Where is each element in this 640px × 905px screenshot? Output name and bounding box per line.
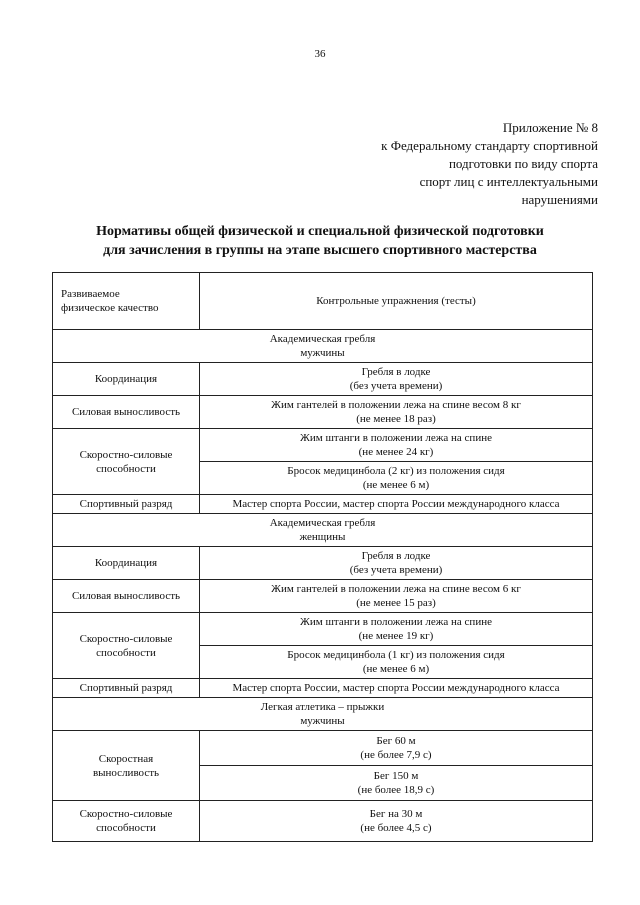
- title-line: Нормативы общей физической и специальной физической подготовки: [96, 224, 544, 239]
- section-header-rowing-women: Академическая гребля женщины: [53, 514, 593, 547]
- appendix-line: спорт лиц с интеллектуальными: [419, 174, 598, 189]
- page-number: 36: [314, 48, 326, 60]
- quality-cell: Силовая выносливость: [53, 396, 200, 429]
- header-tests: Контрольные упражнения (тесты): [200, 273, 593, 330]
- table-row: [53, 429, 593, 462]
- section-row: [53, 514, 593, 547]
- table-row: [53, 801, 593, 842]
- header-quality: Развиваемое физическое качество: [53, 273, 200, 330]
- table-row: [53, 363, 593, 396]
- quality-cell: Силовая выносливость: [53, 580, 200, 613]
- quality-cell: Скоростно-силовые способности: [53, 801, 200, 842]
- quality-cell: Координация: [53, 547, 200, 580]
- table-row: [53, 495, 593, 514]
- table-row: [53, 580, 593, 613]
- table-row: [53, 731, 593, 766]
- test-cell: Бег 60 м (не более 7,9 с): [200, 731, 593, 766]
- appendix-line: нарушениями: [521, 192, 598, 207]
- quality-cell: Скоростно-силовые способности: [53, 613, 200, 679]
- quality-cell: Скоростная выносливость: [53, 731, 200, 801]
- section-row: [53, 330, 593, 363]
- test-cell: Бросок медицинбола (1 кг) из положения сидя (не менее 6 м): [200, 646, 593, 679]
- test-cell: Бег 150 м (не более 18,9 с): [200, 766, 593, 801]
- appendix-number: Приложение № 8: [502, 120, 598, 135]
- section-header-athletics-men: Легкая атлетика – прыжки мужчины: [53, 698, 593, 731]
- section-row: [53, 698, 593, 731]
- test-cell: Мастер спорта России, мастер спорта России международного класса: [200, 495, 593, 514]
- table-row: [53, 396, 593, 429]
- quality-cell: Скоростно-силовые способности: [53, 429, 200, 495]
- section-header-rowing-men: Академическая гребля мужчины: [53, 330, 593, 363]
- table-row: [53, 679, 593, 698]
- test-cell: Гребля в лодке (без учета времени): [200, 363, 593, 396]
- appendix-line: подготовки по виду спорта: [448, 156, 598, 171]
- table-header-row: [53, 273, 593, 330]
- norms-table: [52, 272, 593, 842]
- quality-cell: Спортивный разряд: [53, 679, 200, 698]
- table-row: [53, 547, 593, 580]
- test-cell: Жим штанги в положении лежа на спине (не менее 19 кг): [200, 613, 593, 646]
- test-cell: Жим штанги в положении лежа на спине (не менее 24 кг): [200, 429, 593, 462]
- test-cell: Гребля в лодке (без учета времени): [200, 547, 593, 580]
- test-cell: Жим гантелей в положении лежа на спине весом 8 кг (не менее 18 раз): [200, 396, 593, 429]
- test-cell: Мастер спорта России, мастер спорта России международного класса: [200, 679, 593, 698]
- appendix-line: к Федеральному стандарту спортивной: [381, 138, 598, 153]
- appendix-header: [381, 119, 598, 209]
- test-cell: Бросок медицинбола (2 кг) из положения сидя (не менее 6 м): [200, 462, 593, 495]
- table-row: [53, 613, 593, 646]
- test-cell: Бег на 30 м (не более 4,5 с): [200, 801, 593, 842]
- quality-cell: Спортивный разряд: [53, 495, 200, 514]
- document-title: [0, 222, 640, 260]
- title-line: для зачисления в группы на этапе высшего спортивного мастерства: [103, 243, 537, 258]
- test-cell: Жим гантелей в положении лежа на спине весом 6 кг (не менее 15 раз): [200, 580, 593, 613]
- quality-cell: Координация: [53, 363, 200, 396]
